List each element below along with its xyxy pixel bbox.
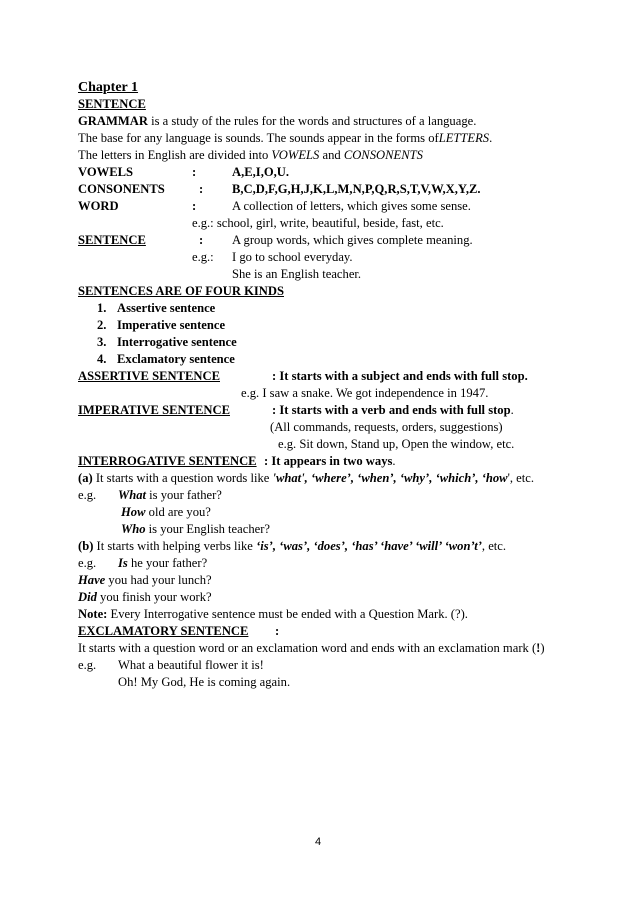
question-example (121, 504, 211, 520)
sentence-example-2: She is an English teacher. (232, 267, 362, 281)
assertive-heading: ASSERTIVE SENTENCE (78, 369, 220, 383)
question-rest: is your father? (146, 488, 222, 502)
exclamation-mark: ! (536, 641, 541, 655)
kinds-item (97, 334, 106, 350)
interrogative-a-end: ', etc. (507, 471, 534, 485)
vowels-colon: : (192, 165, 197, 179)
sentence-example-1: I go to school everyday. (232, 250, 353, 264)
question-word: How (121, 505, 146, 519)
question-rest: old are you? (145, 505, 211, 519)
grammar-term: GRAMMAR (78, 114, 148, 128)
question-word: What (118, 488, 146, 502)
consonents-term: CONSONENTS (343, 148, 423, 162)
question-rest: he your father? (127, 556, 208, 570)
note-text: Every Interrogative sentence must be ended with a Question Mark. (?). (107, 607, 468, 621)
kinds-item-number: 2. (97, 318, 107, 332)
kinds-item-number: 1. (97, 301, 107, 315)
letters-term: LETTERS (438, 131, 490, 145)
imperative-rule-line (272, 402, 514, 418)
interrogative-b-text: It starts with helping verbs like (93, 539, 257, 553)
question-example (78, 589, 212, 605)
letters-and: and (319, 148, 344, 162)
question-rest: you finish your work? (96, 590, 212, 604)
imperative-dot: . (510, 403, 514, 417)
exclamatory-example-2: Oh! My God, He is coming again. (118, 675, 291, 689)
question-example (78, 572, 212, 588)
base-line (78, 130, 492, 146)
consonents-label: CONSONENTS (78, 182, 165, 196)
kinds-item-number: 3. (97, 335, 107, 349)
kinds-item (97, 300, 106, 316)
interrogative-b-label: (b) (78, 539, 94, 553)
note-label: Note: (78, 607, 108, 621)
kinds-item-label: Imperative sentence (117, 318, 226, 332)
imperative-rule: : It starts with a verb and ends with full stop (272, 403, 511, 417)
interrogative-a-text: It starts with a question words like (92, 471, 273, 485)
kinds-item-number: 4. (97, 352, 107, 366)
base-text: The base for any language is sounds. The sounds appear in the forms of (78, 131, 439, 145)
exclamatory-rule-end: ) (540, 641, 545, 655)
exclamatory-rule-text: It starts with a question word or an exclamation word and ends with an exclamation mark ( (78, 641, 537, 655)
vowels-value: A,E,I,O,U. (232, 165, 290, 179)
assertive-example: e.g. I saw a snake. We got independence in 1947. (241, 386, 489, 400)
word-value: A collection of letters, which gives some sense. (232, 199, 471, 213)
sentence-value: A group words, which gives complete meaning. (232, 233, 473, 247)
interrogative-rule-line (264, 453, 396, 469)
letters-text: The letters in English are divided into (78, 148, 272, 162)
kinds-item-label: Exclamatory sentence (117, 352, 235, 366)
interrogative-dot: . (392, 454, 396, 468)
vowels-label: VOWELS (78, 165, 134, 179)
exclamatory-eg: e.g. (78, 658, 97, 672)
interrogative-eg-1: e.g. (78, 488, 97, 502)
question-example (121, 521, 270, 537)
kinds-item-label: Interrogative sentence (117, 335, 237, 349)
consonents-colon: : (199, 182, 204, 196)
grammar-text: is a study of the rules for the words and structures of a language. (147, 114, 477, 128)
interrogative-rule: : It appears in two ways (264, 454, 393, 468)
assertive-rule: : It starts with a subject and ends with full stop. (272, 369, 528, 383)
sentence-label: SENTENCE (78, 233, 146, 247)
interrogative-heading: INTERROGATIVE SENTENCE (78, 454, 257, 468)
interrogative-a-label: (a) (78, 471, 93, 485)
sentence-colon: : (199, 233, 204, 247)
interrogative-b-line (78, 538, 506, 554)
exclamatory-colon: : (275, 624, 280, 638)
exclamatory-heading: EXCLAMATORY SENTENCE (78, 624, 249, 638)
vowels-term: VOWELS (271, 148, 320, 162)
word-example: e.g.: school, girl, write, beautiful, beside, fast, etc. (192, 216, 444, 230)
page-number: 4 (315, 836, 322, 848)
kinds-heading: SENTENCES ARE OF FOUR KINDS (78, 284, 284, 298)
question-word: Have (78, 573, 106, 587)
sentence-eg: e.g.: (192, 250, 214, 264)
interrogative-b-end: , etc. (481, 539, 507, 553)
base-end: . (489, 131, 493, 145)
question-word: Who (121, 522, 146, 536)
exclamatory-example-1: What a beautiful flower it is! (118, 658, 264, 672)
exclamatory-rule (78, 640, 545, 656)
imperative-example: e.g. Sit down, Stand up, Open the window, etc. (278, 437, 515, 451)
question-rest: you had your lunch? (105, 573, 212, 587)
imperative-heading: IMPERATIVE SENTENCE (78, 403, 230, 417)
interrogative-eg-2: e.g. (78, 556, 97, 570)
kinds-item (97, 317, 106, 333)
interrogative-note (78, 606, 468, 622)
consonents-value: B,C,D,F,G,H,J,K,L,M,N,P,Q,R,S,T,V,W,X,Y,Z. (232, 182, 481, 196)
kinds-item (97, 351, 106, 367)
interrogative-a-line (78, 470, 534, 486)
question-rest: is your English teacher? (145, 522, 270, 536)
grammar-definition (78, 113, 476, 129)
letters-line (78, 147, 423, 163)
kinds-item-label: Assertive sentence (117, 301, 216, 315)
question-example (118, 487, 222, 503)
chapter-title: Chapter 1 (78, 80, 139, 95)
question-word: Is (118, 556, 128, 570)
helping-verbs: ‘is’, ‘was’, ‘does’, ‘has’ ‘have’ ‘will’ ‘won’t’ (256, 539, 482, 553)
question-words: 'what', ‘where’, ‘when’, ‘why’, ‘which’, ‘how (272, 471, 508, 485)
word-label: WORD (78, 199, 119, 213)
question-word: Did (78, 590, 97, 604)
word-colon: : (192, 199, 197, 213)
section-heading: SENTENCE (78, 97, 146, 111)
question-example (118, 555, 207, 571)
imperative-note: (All commands, requests, orders, suggestions) (270, 420, 503, 434)
